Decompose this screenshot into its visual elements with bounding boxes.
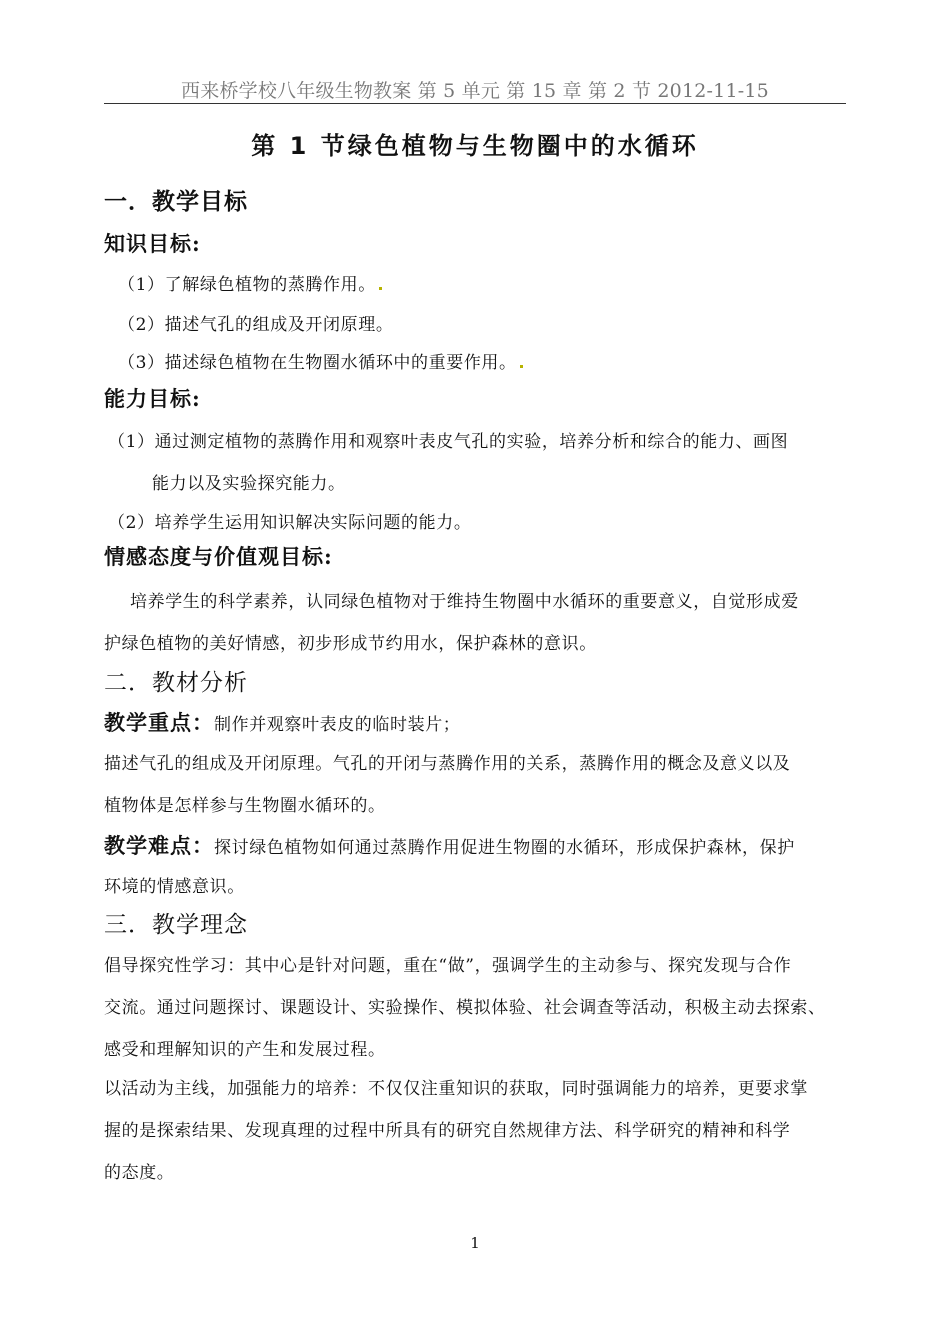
edit-mark (520, 365, 523, 368)
philosophy-paragraph: 交流。通过问题探讨、课题设计、实验操作、模拟体验、社会调查等活动，积极主动去探索、 (104, 998, 826, 1018)
philosophy-paragraph: 倡导探究性学习：其中心是针对问题，重在“做”，强调学生的主动参与、探究发现与合作 (104, 956, 792, 976)
knowledge-goal-item (118, 270, 382, 295)
keypoint-paragraph: 植物体是怎样参与生物圈水循环的。 (104, 796, 386, 816)
difficulty-paragraph: 环境的情感意识。 (104, 877, 245, 897)
philosophy-paragraph: 以活动为主线，加强能力的培养：不仅仅注重知识的获取，同时强调能力的培养，更要求掌 (104, 1079, 808, 1099)
ability-goal-item: （1）通过测定植物的蒸腾作用和观察叶表皮气孔的实验，培养分析和综合的能力、画图 (108, 432, 789, 452)
difficulty-text: 探讨绿色植物如何通过蒸腾作用促进生物圈的水循环，形成保护森林，保护 (214, 838, 795, 858)
page-number: 1 (470, 1234, 480, 1252)
keypoint-paragraph: 描述气孔的组成及开闭原理。气孔的开闭与蒸腾作用的关系，蒸腾作用的概念及意义以及 (104, 754, 791, 774)
difficulty-label: 教学难点： (104, 833, 214, 858)
page-header: 西来桥学校八年级生物教案 第 5 单元 第 15 章 第 2 节 2012-11-15 (181, 80, 769, 102)
header-rule (104, 103, 846, 104)
knowledge-goal-item: （2）描述气孔的组成及开闭原理。 (118, 315, 394, 335)
ability-goals-heading: 能力目标: (104, 386, 201, 411)
knowledge-goal-text: （1）了解绿色植物的蒸腾作用。 (118, 275, 376, 295)
teaching-keypoint (104, 707, 460, 737)
philosophy-paragraph: 感受和理解知识的产生和发展过程。 (104, 1040, 386, 1060)
knowledge-goals-heading: 知识目标: (104, 231, 201, 256)
document-title: 第 1 节绿色植物与生物圈中的水循环 (251, 132, 699, 160)
emotion-goals-paragraph: 培养学生的科学素养，认同绿色植物对于维持生物圈中水循环的重要意义，自觉形成爱 (130, 592, 799, 612)
section-1-heading: 一．教学目标 (104, 189, 248, 215)
philosophy-paragraph: 的态度。 (104, 1163, 175, 1183)
knowledge-goal-item (118, 348, 523, 373)
ability-goal-item-continued: 能力以及实验探究能力。 (152, 474, 346, 494)
section-2-heading: 二．教材分析 (104, 670, 248, 696)
keypoint-label: 教学重点： (104, 710, 214, 735)
emotion-goals-paragraph: 护绿色植物的美好情感，初步形成节约用水，保护森林的意识。 (104, 634, 597, 654)
knowledge-goal-text: （3）描述绿色植物在生物圈水循环中的重要作用。 (118, 353, 517, 373)
keypoint-text: 制作并观察叶表皮的临时装片； (214, 715, 461, 735)
emotion-goals-heading: 情感态度与价值观目标: (104, 544, 333, 569)
philosophy-paragraph: 握的是探索结果、发现真理的过程中所具有的研究自然规律方法、科学研究的精神和科学 (104, 1121, 791, 1141)
edit-mark (379, 287, 382, 290)
ability-goal-item: （2）培养学生运用知识解决实际问题的能力。 (108, 513, 472, 533)
section-3-heading: 三．教学理念 (104, 912, 248, 938)
teaching-difficulty (104, 830, 795, 860)
